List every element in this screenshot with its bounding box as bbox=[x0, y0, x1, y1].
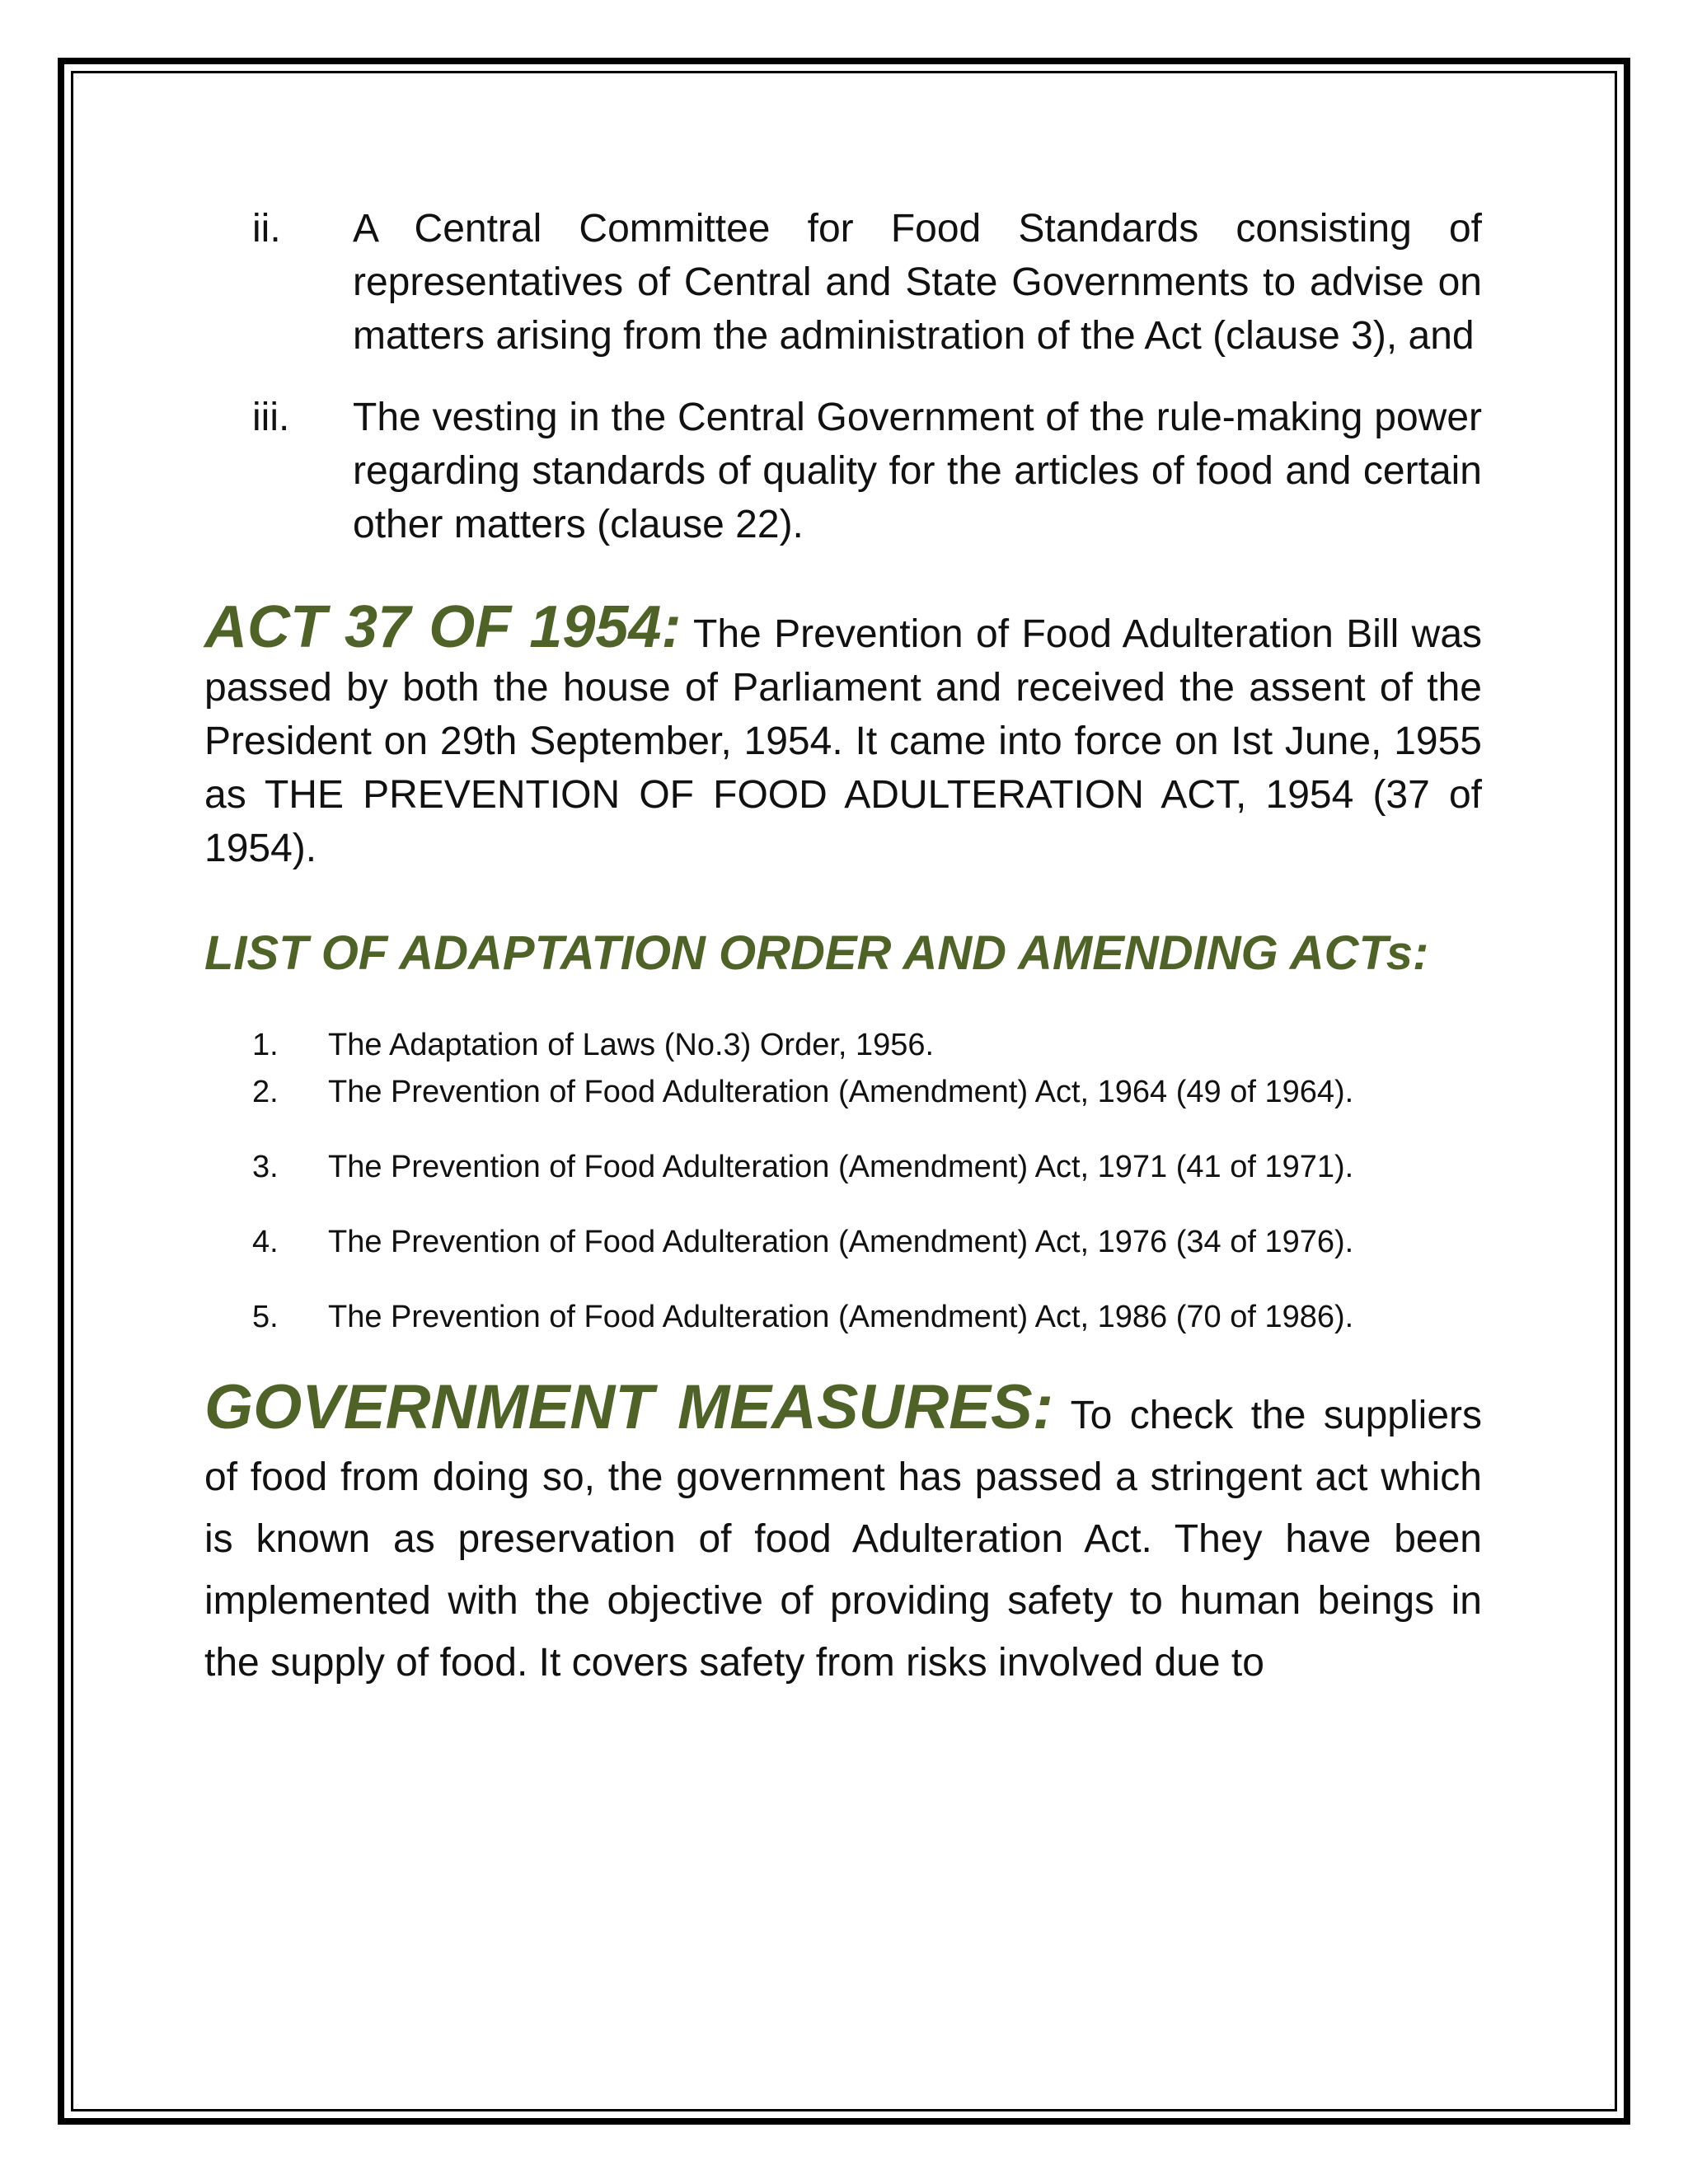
roman-list bbox=[204, 202, 1482, 551]
government-measures-text: To check the suppliers of food from doing so, the government has passed a stringent act which is known as preservation of food Adulteration Act. They have been implemented with the objective of providing safety to human beings in the supply of food. It covers safety from risks involved due to bbox=[204, 1394, 1482, 1685]
amending-acts-list bbox=[204, 1022, 1482, 1341]
list-item bbox=[204, 1144, 1482, 1191]
list-item bbox=[204, 1294, 1482, 1341]
government-measures-heading: GOVERNMENT MEASURES: bbox=[204, 1372, 1053, 1442]
list-marker: iii. bbox=[252, 396, 290, 439]
list-item bbox=[204, 1022, 1482, 1069]
list-marker: 1. bbox=[252, 1028, 279, 1062]
act-heading: ACT 37 OF 1954: bbox=[204, 594, 682, 660]
list-marker: 2. bbox=[252, 1075, 279, 1109]
list-item-text: The vesting in the Central Government of the rule-making power regarding standards of quality for the articles of food and certain other matters (clause 22). bbox=[353, 396, 1482, 546]
list-item bbox=[204, 391, 1482, 551]
list-item-text: The Prevention of Food Adulteration (Amendment) Act, 1964 (49 of 1964). bbox=[328, 1075, 1354, 1109]
list-marker: ii. bbox=[252, 207, 281, 251]
list-item bbox=[204, 1069, 1482, 1116]
list-marker: 3. bbox=[252, 1150, 279, 1184]
list-item bbox=[204, 1219, 1482, 1266]
list-item-text: The Prevention of Food Adulteration (Amendment) Act, 1976 (34 of 1976). bbox=[328, 1225, 1354, 1259]
list-item-text: The Adaptation of Laws (No.3) Order, 1956. bbox=[328, 1028, 935, 1062]
list-marker: 5. bbox=[252, 1300, 279, 1334]
act-paragraph bbox=[204, 594, 1483, 875]
list-item-text: A Central Committee for Food Standards consisting of representatives of Central and State Governments to advise on matters arising from the administration of the Act (clause 3), and bbox=[353, 207, 1482, 358]
document-content bbox=[204, 202, 1482, 1733]
list-item-text: The Prevention of Food Adulteration (Amendment) Act, 1986 (70 of 1986). bbox=[328, 1300, 1354, 1334]
adaptation-list-heading: LIST OF ADAPTATION ORDER AND AMENDING ACTs: bbox=[204, 926, 1429, 980]
act-text: The Prevention of Food Adulteration Bill was passed by both the house of Parliament and received the assent of the President on 29th September, 1954. It came into force on Ist June, 1955 as THE PREVENTION OF FOOD ADULTERATION ACT, 1954 (37 of 1954). bbox=[204, 612, 1483, 870]
list-marker: 4. bbox=[252, 1225, 279, 1259]
list-item-text: The Prevention of Food Adulteration (Amendment) Act, 1971 (41 of 1971). bbox=[328, 1150, 1354, 1184]
government-measures-paragraph bbox=[204, 1372, 1482, 1694]
list-item bbox=[204, 202, 1482, 363]
